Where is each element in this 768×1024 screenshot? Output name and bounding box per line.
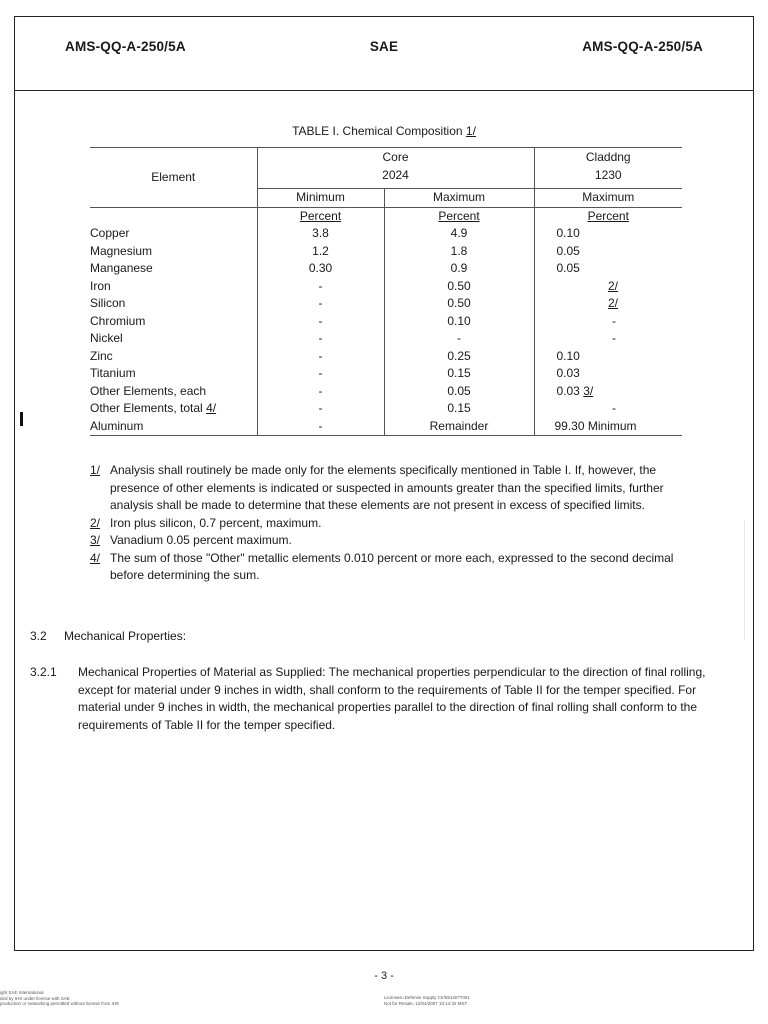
core-min-value: - (257, 418, 384, 436)
footnote (90, 550, 690, 585)
table-row (90, 243, 682, 261)
element-name: Magnesium (90, 243, 153, 258)
clad-max-value: - (534, 330, 682, 348)
margin-artifact (744, 520, 745, 640)
element-name: Chromium (90, 313, 146, 328)
clad-footnote-ref: 2/ (607, 296, 618, 310)
core-min-value: - (257, 383, 384, 401)
cladding-column-header (534, 148, 682, 189)
unit-label-min: Percent (299, 208, 342, 223)
section-title: Mechanical Properties: (64, 629, 187, 643)
core-alloy: 2024 (382, 167, 409, 182)
element-name: Aluminum (90, 418, 257, 436)
footnote-text: Vanadium 0.05 percent maximum. (110, 533, 292, 547)
clad-max-value: 0.05 (534, 260, 682, 278)
section-3-2-1 (30, 664, 730, 734)
table-row (90, 278, 682, 296)
core-min-value: 0.30 (257, 260, 384, 278)
element-header-label: Element (151, 169, 196, 184)
clad-max-value: - (534, 400, 682, 418)
unit-label-clad: Percent (587, 208, 629, 223)
element-name: Manganese (90, 261, 153, 275)
core-label: Core (382, 150, 409, 164)
footnote (90, 462, 690, 515)
core-min-value: - (257, 348, 384, 366)
core-min-value: - (257, 330, 384, 348)
core-min-value: - (257, 278, 384, 296)
core-max-value: 0.25 (384, 348, 534, 366)
footnote-mark: 3/ (90, 533, 101, 547)
element-name: Titanium (90, 366, 136, 380)
element-name: Nickel (90, 331, 123, 345)
element-name: Silicon (90, 296, 126, 310)
core-max-value: - (384, 330, 534, 348)
element-footnote-ref: 4/ (206, 401, 217, 415)
core-max-value: Remainder (384, 418, 534, 436)
clad-max-value: 0.05 (534, 243, 682, 261)
table-row (90, 365, 682, 383)
clad-max-value: - (534, 313, 682, 331)
element-column-header (90, 148, 257, 208)
page-header (15, 17, 753, 91)
core-max-value: 0.10 (384, 313, 534, 331)
table-caption (0, 124, 768, 138)
table-row (90, 348, 682, 366)
core-max-value: 4.9 (384, 225, 534, 243)
core-max-value: 0.15 (384, 400, 534, 418)
table-row (90, 260, 682, 278)
footnote-mark: 1/ (90, 463, 101, 477)
clad-max-value: 0.03 (534, 365, 682, 383)
page-number: - 3 - (374, 970, 394, 982)
section-text: Mechanical Properties of Material as Supplied: The mechanical properties perpendicular to the direction of final rolling, except for material under 9 inches in width, shall conform to the requirements of Table II for the temper specified. For material under 9 inches in width, the mechanical properties parallel to the direction of final rolling shall conform to the requirements of Table II for the temper specified. (78, 665, 706, 732)
copyright-line: production or networking permitted without license from IHS (0, 1001, 120, 1006)
clad-footnote-ref: 3/ (583, 383, 594, 398)
core-column-header (257, 148, 534, 189)
table-row (90, 225, 682, 243)
core-max-value: 0.15 (384, 365, 534, 383)
section-number: 3.2.1 (30, 665, 57, 679)
table-header-row (90, 148, 682, 189)
license-notice (384, 995, 584, 1006)
copyright-line: ded by IHS under license with SAE (0, 995, 70, 1001)
footnote-text: The sum of those "Other" metallic elements 0.010 percent or more each, expressed to the second decimal before determining the sum. (110, 550, 674, 582)
footnote-text: Analysis shall routinely be made only for the elements specifically mentioned in Table I. If, however, the presence of other elements is indicated or suspected in amounts greater than the specified limits, further analysis shall be made to determine that these elements are not present in excess of specified limits. (110, 463, 664, 512)
table-row (90, 383, 682, 401)
clad-footnote-ref: 2/ (607, 278, 618, 293)
element-name: Other Elements, total (90, 401, 203, 415)
footnote-mark: 2/ (90, 515, 101, 530)
footnote (90, 532, 690, 550)
table-row (90, 400, 682, 418)
table-row (90, 313, 682, 331)
core-min-value: 1.2 (257, 243, 384, 261)
core-max-value: 0.05 (384, 383, 534, 401)
clad-max-value: 0.03 (556, 383, 580, 398)
copyright-notice (0, 990, 220, 1007)
core-max-value: 0.50 (384, 278, 534, 296)
core-min-value: - (257, 365, 384, 383)
clad-max-value: 99.30 Minimum (534, 418, 682, 436)
clad-max-value: 0.10 (534, 348, 682, 366)
element-name: Other Elements, each (90, 383, 207, 398)
section-number: 3.2 (30, 629, 47, 643)
unit-row (90, 207, 682, 225)
license-line: Not for Resale, 12/04/2007 10:14:32 MST (384, 1000, 468, 1006)
core-max-value: 1.8 (384, 243, 534, 261)
change-bar-marker (20, 412, 23, 426)
table-footnotes (90, 462, 690, 585)
license-line: Licensee=Defense Supply Ctr/5913077001 (384, 995, 470, 1000)
copyright-line: ight SAE International (0, 990, 44, 995)
table-caption-footnote-ref: 1/ (465, 124, 476, 138)
core-minimum-header: Minimum (257, 189, 384, 208)
core-max-value: 0.9 (384, 260, 534, 278)
section-3-2-heading (30, 628, 186, 646)
table-row (90, 330, 682, 348)
core-max-value: 0.50 (384, 295, 534, 313)
header-doc-id-right: AMS-QQ-A-250/5A (582, 39, 703, 54)
element-name: Zinc (90, 348, 113, 363)
header-doc-id-left: AMS-QQ-A-250/5A (65, 39, 186, 54)
cladding-label: Claddng (585, 150, 631, 164)
cladding-alloy: 1230 (594, 167, 622, 182)
core-min-value: - (257, 400, 384, 418)
core-min-value: - (257, 313, 384, 331)
footnote-mark: 4/ (90, 550, 101, 565)
cladding-maximum-header: Maximum (534, 189, 682, 208)
unit-label-max: Percent (438, 208, 480, 223)
table-row (90, 418, 682, 436)
footnote (90, 515, 690, 533)
header-publisher: SAE (369, 39, 399, 54)
core-maximum-header: Maximum (384, 189, 534, 208)
chemical-composition-table (90, 147, 682, 436)
table-row (90, 295, 682, 313)
element-name: Iron (90, 278, 111, 293)
core-min-value: - (257, 295, 384, 313)
table-caption-text: TABLE I. Chemical Composition (292, 124, 466, 138)
footnote-text: Iron plus silicon, 0.7 percent, maximum. (110, 515, 322, 530)
core-min-value: 3.8 (257, 225, 384, 243)
element-name: Copper (90, 226, 130, 240)
clad-max-value: 0.10 (534, 225, 682, 243)
